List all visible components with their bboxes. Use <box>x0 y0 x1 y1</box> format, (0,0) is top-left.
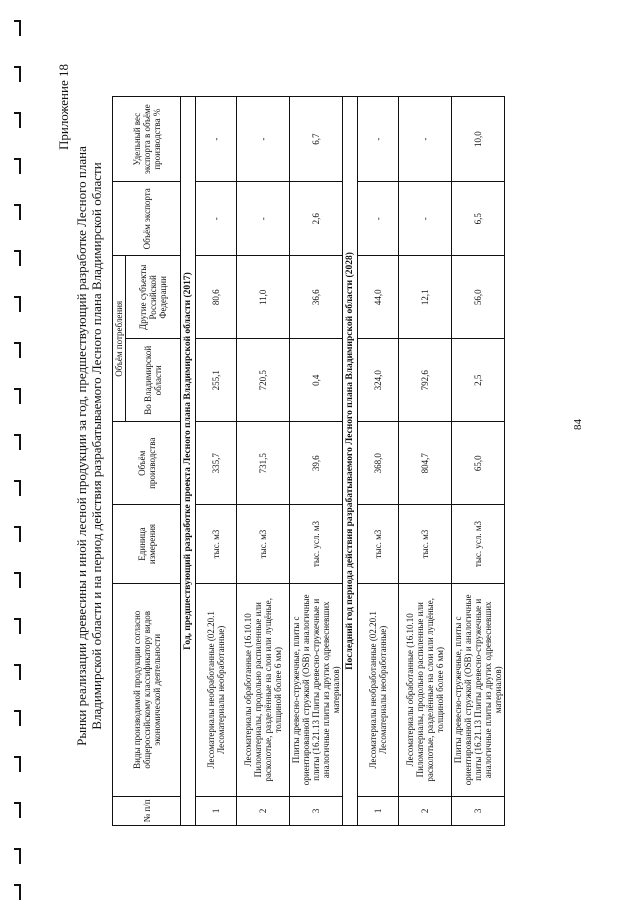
section-row <box>181 97 196 826</box>
binding-marks <box>14 0 28 905</box>
row-production: 731,5 <box>237 422 290 505</box>
table-header-row <box>113 97 126 826</box>
section-title: Год, предшествующий разработке проекта Лесного плана Владимирской области (2017) <box>181 97 196 826</box>
row-num: 1 <box>196 796 237 825</box>
table-row <box>358 97 399 826</box>
binding-mark <box>14 388 21 404</box>
header-num: № п/п <box>113 796 181 825</box>
appendix-label: Приложение 18 <box>56 64 71 151</box>
row-export: - <box>358 182 399 256</box>
row-share: - <box>237 97 290 182</box>
row-region: 2,5 <box>452 339 505 422</box>
row-export: - <box>237 182 290 256</box>
binding-mark <box>14 710 21 726</box>
row-production: 368,0 <box>358 422 399 505</box>
row-other: 56,0 <box>452 256 505 339</box>
row-unit: тыс. м3 <box>237 505 290 584</box>
binding-mark <box>14 572 21 588</box>
binding-mark <box>14 342 21 358</box>
binding-mark <box>14 664 21 680</box>
row-num: 3 <box>290 796 343 825</box>
row-export: - <box>399 182 452 256</box>
row-num: 3 <box>452 796 505 825</box>
row-region: 324,0 <box>358 339 399 422</box>
binding-mark <box>14 434 21 450</box>
binding-mark <box>14 204 21 220</box>
row-share: - <box>358 97 399 182</box>
table-row <box>290 97 343 826</box>
header-region: Во Владимирской области <box>126 339 181 422</box>
page-number: 84 <box>572 419 584 430</box>
row-share: 6,7 <box>290 97 343 182</box>
row-unit: тыс. м3 <box>196 505 237 584</box>
row-num: 1 <box>358 796 399 825</box>
row-share: - <box>399 97 452 182</box>
header-product-type: Виды производимой продукции согласно общероссийскому классификатору видов экономической деятельности <box>113 583 181 796</box>
row-other: 44,0 <box>358 256 399 339</box>
row-other: 80,6 <box>196 256 237 339</box>
row-unit: тыс. м3 <box>358 505 399 584</box>
section-title: Последний год периода действия разрабатываемого Лесного плана Владимирской области (2028) <box>343 97 358 826</box>
row-product: Лесоматериалы обработанные (16.10.10 Пиломатериалы, продольно распиленные или расколотые, разделённые на слои или лущёные, толщиной более 6 мм) <box>237 583 290 796</box>
row-other: 36,6 <box>290 256 343 339</box>
binding-mark <box>14 296 21 312</box>
rotated-page <box>50 56 610 836</box>
row-product: Лесоматериалы обработанные (16.10.10 Пиломатериалы, продольно распиленные или расколотые, разделённые на слои или лущёные, толщиной более 6 мм) <box>399 583 452 796</box>
header-production: Объём производства <box>113 422 181 505</box>
row-unit: тыс. усл. м3 <box>290 505 343 584</box>
binding-mark <box>14 66 21 82</box>
row-share: - <box>196 97 237 182</box>
page-title <box>74 56 104 836</box>
row-production: 804,7 <box>399 422 452 505</box>
row-production: 39,6 <box>290 422 343 505</box>
header-unit: Единица измерения <box>113 505 181 584</box>
row-region: 720,5 <box>237 339 290 422</box>
row-region: 792,6 <box>399 339 452 422</box>
row-product: Плиты древесно-стружечные, плиты с ориентированной стружкой (OSB) и аналогичные плиты (16.21.13 Плиты древесно-стружечные и аналогичные плиты из других одревесневших материалов) <box>290 583 343 796</box>
header-export-share: Удельный вес экспорта в объёме производства % <box>113 97 181 182</box>
binding-mark <box>14 480 21 496</box>
header-export: Объём экспорта <box>113 182 181 256</box>
binding-mark <box>14 112 21 128</box>
row-export: 6,5 <box>452 182 505 256</box>
row-other: 11,0 <box>237 256 290 339</box>
row-product: Лесоматериалы необработанные (02.20.1 Лесоматериалы необработанные) <box>358 583 399 796</box>
table-row <box>237 97 290 826</box>
title-line-2: Владимирской области и на период действия разрабатываемого Лесного плана Владимирской области <box>89 162 104 730</box>
header-consumption: Объём потребления <box>113 256 126 422</box>
row-production: 65,0 <box>452 422 505 505</box>
row-num: 2 <box>237 796 290 825</box>
binding-mark <box>14 618 21 634</box>
row-export: 2,6 <box>290 182 343 256</box>
binding-mark <box>14 250 21 266</box>
title-line-1: Рынки реализации древесины и иной лесной продукции за год, предшествующий разработке Лесного плана <box>74 146 89 746</box>
row-unit: тыс. усл. м3 <box>452 505 505 584</box>
binding-mark <box>14 158 21 174</box>
row-product: Плиты древесно-стружечные, плиты с ориентированной стружкой (OSB) и аналогичные плиты (16.21.13 Плиты древесно-стружечные и аналогичные плиты из других одревесневших материалов) <box>452 583 505 796</box>
header-other-regions: Другие субъекты Российской Федерации <box>126 256 181 339</box>
binding-mark <box>14 884 21 900</box>
table-row <box>452 97 505 826</box>
row-region: 0,4 <box>290 339 343 422</box>
table-row <box>196 97 237 826</box>
binding-mark <box>14 756 21 772</box>
binding-mark <box>14 20 21 36</box>
row-production: 335,7 <box>196 422 237 505</box>
row-share: 10,0 <box>452 97 505 182</box>
row-unit: тыс. м3 <box>399 505 452 584</box>
table-row <box>399 97 452 826</box>
market-table <box>112 96 505 826</box>
binding-mark <box>14 848 21 864</box>
binding-mark <box>14 802 21 818</box>
row-other: 12,1 <box>399 256 452 339</box>
row-num: 2 <box>399 796 452 825</box>
row-product: Лесоматериалы необработанные (02.20.1 Лесоматериалы необработанные) <box>196 583 237 796</box>
binding-mark <box>14 526 21 542</box>
section-row <box>343 97 358 826</box>
row-region: 255,1 <box>196 339 237 422</box>
row-export: - <box>196 182 237 256</box>
